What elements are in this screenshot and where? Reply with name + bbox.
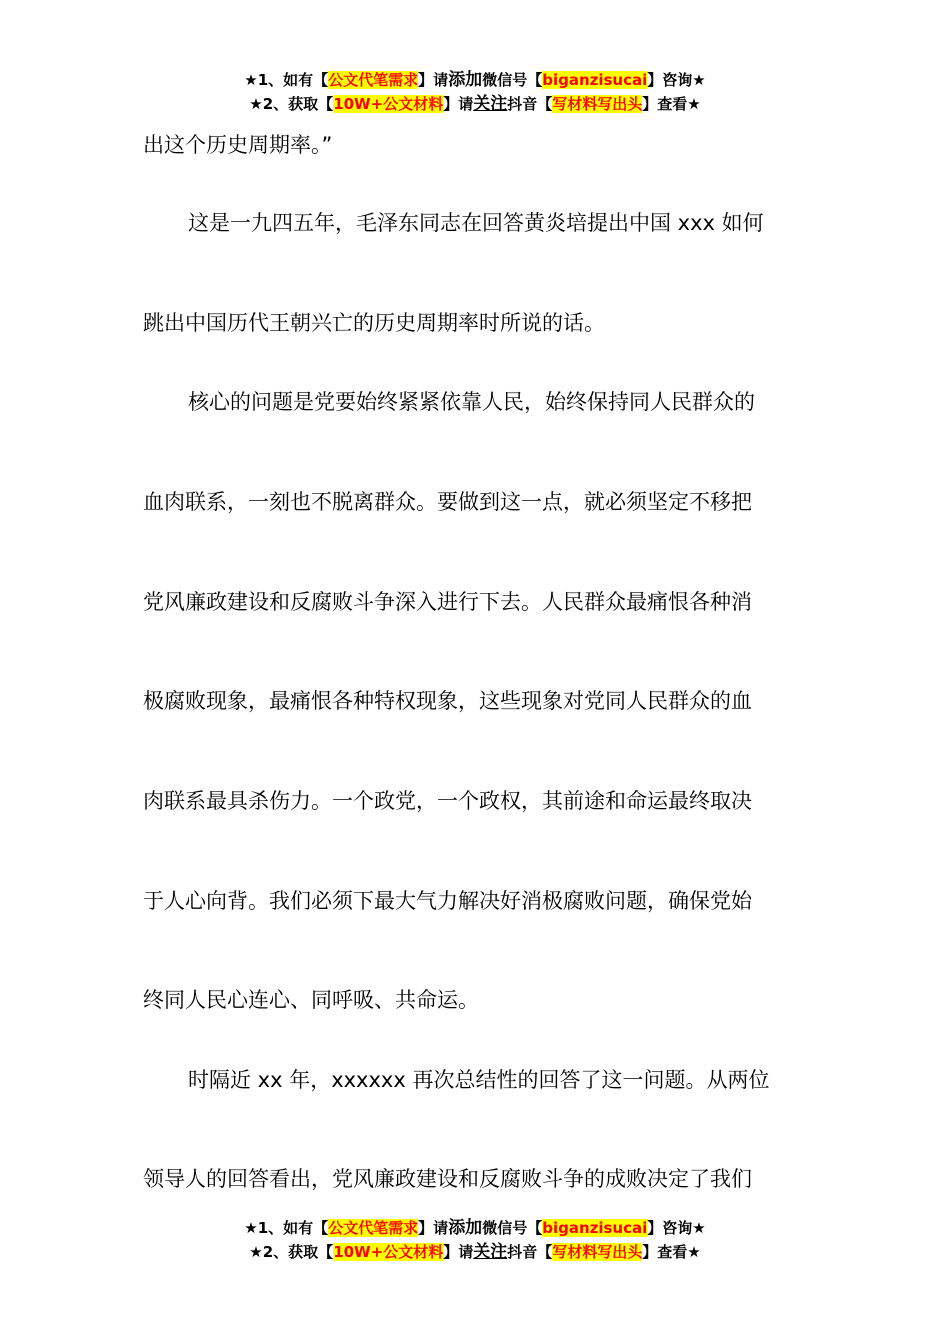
banner-prefix: ★2、获取【	[249, 1243, 334, 1261]
banner-text: 】请	[418, 1219, 449, 1237]
text-line: 极腐败现象，最痛恨各种特权现象，这些现象对党同人民群众的血	[143, 689, 752, 713]
banner-suffix: 】咨询★	[647, 1219, 706, 1237]
banner-line-1	[0, 1216, 950, 1240]
banner-highlight: 10W+公文材料	[333, 1243, 444, 1261]
banner-emphasis: 添加	[448, 70, 483, 90]
text-line: 出这个历史周期率。”	[143, 133, 333, 157]
banner-prefix: ★1、如有【	[244, 71, 329, 89]
banner-line-2	[0, 1240, 950, 1264]
text-line: 于人心向背。我们必须下最大气力解决好消极腐败问题，确保党始	[143, 889, 752, 913]
banner-text: 微信号【	[482, 71, 543, 89]
paragraph-first-line: 这是一九四五年，毛泽东同志在回答黄炎培提出中国 xxx 如何	[188, 211, 764, 235]
banner-text: 】请	[443, 1243, 474, 1261]
text-line: 终同人民心连心、同呼吸、共命运。	[143, 988, 479, 1012]
banner-text: 】请	[443, 95, 474, 113]
banner-text: 微信号【	[482, 1219, 543, 1237]
paragraph-first-line: 核心的问题是党要始终紧紧依靠人民，始终保持同人民群众的	[188, 390, 755, 414]
banner-line-1	[0, 68, 950, 92]
banner-wechat-id: biganzisucai	[542, 1219, 648, 1237]
banner-text: 】请	[418, 71, 449, 89]
banner-highlight: 10W+公文材料	[333, 95, 444, 113]
text-line: 跳出中国历代王朝兴亡的历史周期率时所说的话。	[143, 311, 605, 335]
banner-text: 抖音【	[507, 95, 553, 113]
text-line: 党风廉政建设和反腐败斗争深入进行下去。人民群众最痛恨各种消	[143, 590, 752, 614]
banner-highlight: 公文代笔需求	[328, 1219, 419, 1237]
banner-highlight: 公文代笔需求	[328, 71, 419, 89]
banner-suffix: 】查看★	[642, 1243, 701, 1261]
text-line: 领导人的回答看出，党风廉政建设和反腐败斗争的成败决定了我们	[143, 1167, 752, 1191]
banner-suffix: 】查看★	[642, 95, 701, 113]
banner-douyin-id: 写材料写出头	[552, 1243, 643, 1261]
banner-emphasis: 添加	[448, 1218, 483, 1238]
banner-emphasis: 关注	[473, 1242, 508, 1262]
banner-douyin-id: 写材料写出头	[552, 95, 643, 113]
banner-prefix: ★2、获取【	[249, 95, 334, 113]
footer-banner	[0, 1216, 950, 1264]
banner-suffix: 】咨询★	[647, 71, 706, 89]
text-line: 血肉联系，一刻也不脱离群众。要做到这一点，就必须坚定不移把	[143, 490, 752, 514]
banner-text: 抖音【	[507, 1243, 553, 1261]
banner-emphasis: 关注	[473, 94, 508, 114]
header-banner	[0, 68, 950, 116]
banner-wechat-id: biganzisucai	[542, 71, 648, 89]
banner-line-2	[0, 92, 950, 116]
banner-prefix: ★1、如有【	[244, 1219, 329, 1237]
paragraph-first-line: 时隔近 xx 年，xxxxxx 再次总结性的回答了这一问题。从两位	[188, 1068, 770, 1092]
text-line: 肉联系最具杀伤力。一个政党，一个政权，其前途和命运最终取决	[143, 789, 752, 813]
